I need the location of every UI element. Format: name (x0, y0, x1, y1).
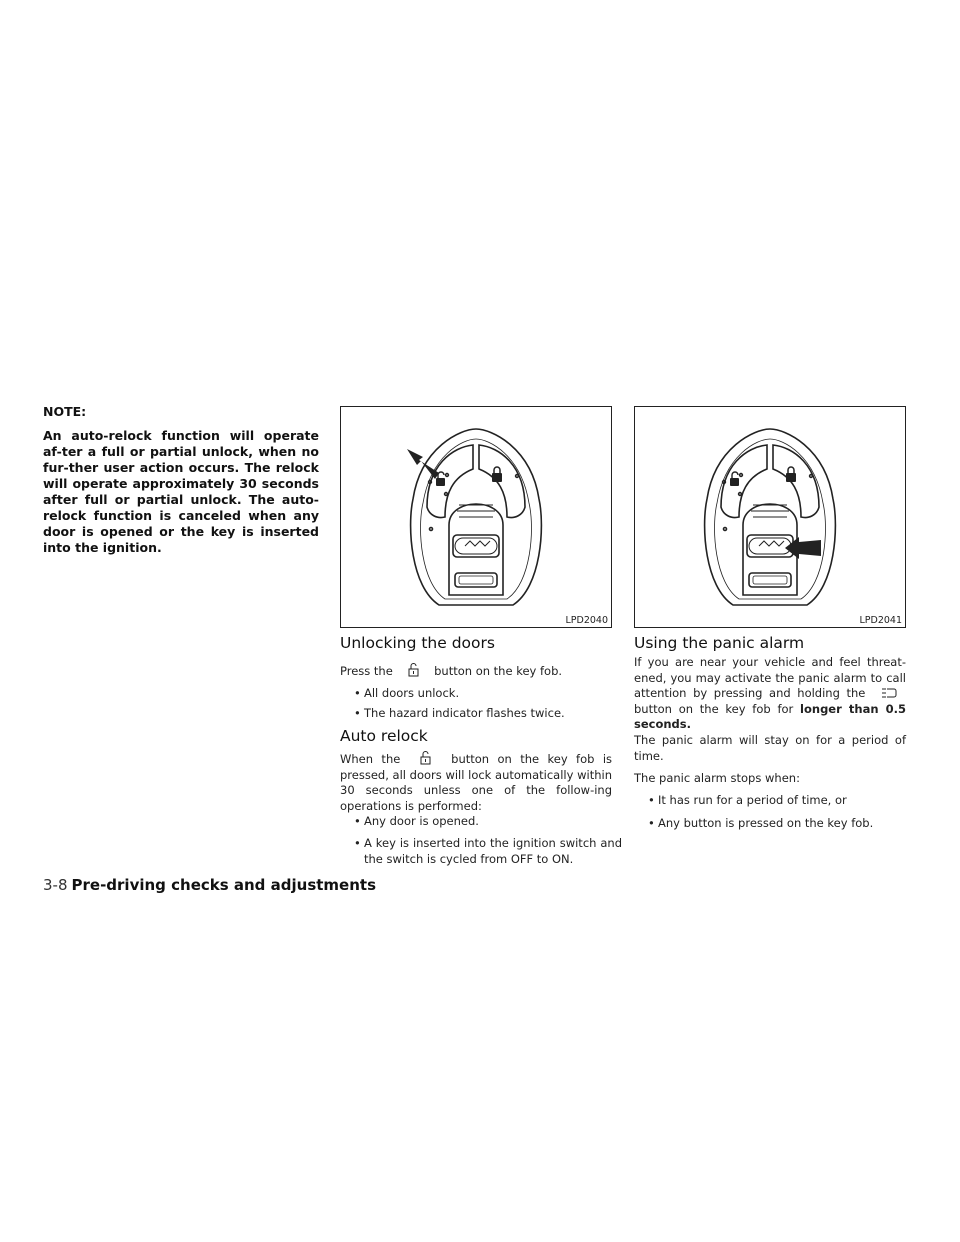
page-number: 3-8 (43, 876, 68, 894)
panic-paragraph-2: The panic alarm will stay on for a period of time. (634, 733, 906, 763)
list-item: • It has run for a period of time, or (648, 793, 847, 807)
list-item: • All doors unlock. (354, 686, 460, 700)
panic-paragraph-1: If you are near your vehicle and feel threat-ened, you may activate the panic alarm to call attention by pressing and holding the button on the key fob for longer than 0.5 seconds. (634, 655, 907, 731)
pointer-arrow (785, 537, 821, 559)
key-fob-illustration (635, 407, 905, 627)
key-fob-figure-unlock (340, 406, 612, 628)
list-item: • A key is inserted into the ignition switch and the switch is cycled from OFF to ON. (354, 836, 622, 866)
note-body: An auto-relock function will operate af-ter a full or partial unlock, when no fur-ther user action occurs. The relock will operate approximately 30 seconds after full or partial unlock. The auto-relock function is canceled when any door is opened or the key is inserted into the ignition. (43, 428, 319, 555)
panic-heading: Using the panic alarm (634, 634, 805, 652)
section-title: Pre-driving checks and adjustments (71, 876, 377, 894)
relock-paragraph: When the button on the key fob is pressed, all doors will lock automatically within 30 seconds unless one of the follow-ing operations is performed: (340, 752, 613, 813)
unlocking-instruction: Press the button on the key fob. (340, 664, 563, 678)
figure-code: LPD2041 (859, 615, 902, 626)
unlock-icon (409, 751, 443, 765)
figure-code: LPD2040 (565, 615, 608, 626)
key-fob-figure-panic (634, 406, 906, 628)
panic-icon (872, 687, 906, 701)
pointer-arrow (407, 449, 439, 479)
note-title: NOTE: (43, 404, 87, 419)
list-item: • Any door is opened. (354, 814, 479, 828)
list-item: • Any button is pressed on the key fob. (648, 816, 874, 830)
page-footer (43, 876, 376, 894)
unlocking-heading: Unlocking the doors (340, 634, 495, 652)
unlock-icon (396, 663, 430, 677)
panic-paragraph-3: The panic alarm stops when: (634, 771, 800, 785)
list-item: • The hazard indicator flashes twice. (354, 706, 565, 720)
relock-heading: Auto relock (340, 727, 428, 745)
key-fob-illustration (341, 407, 611, 627)
